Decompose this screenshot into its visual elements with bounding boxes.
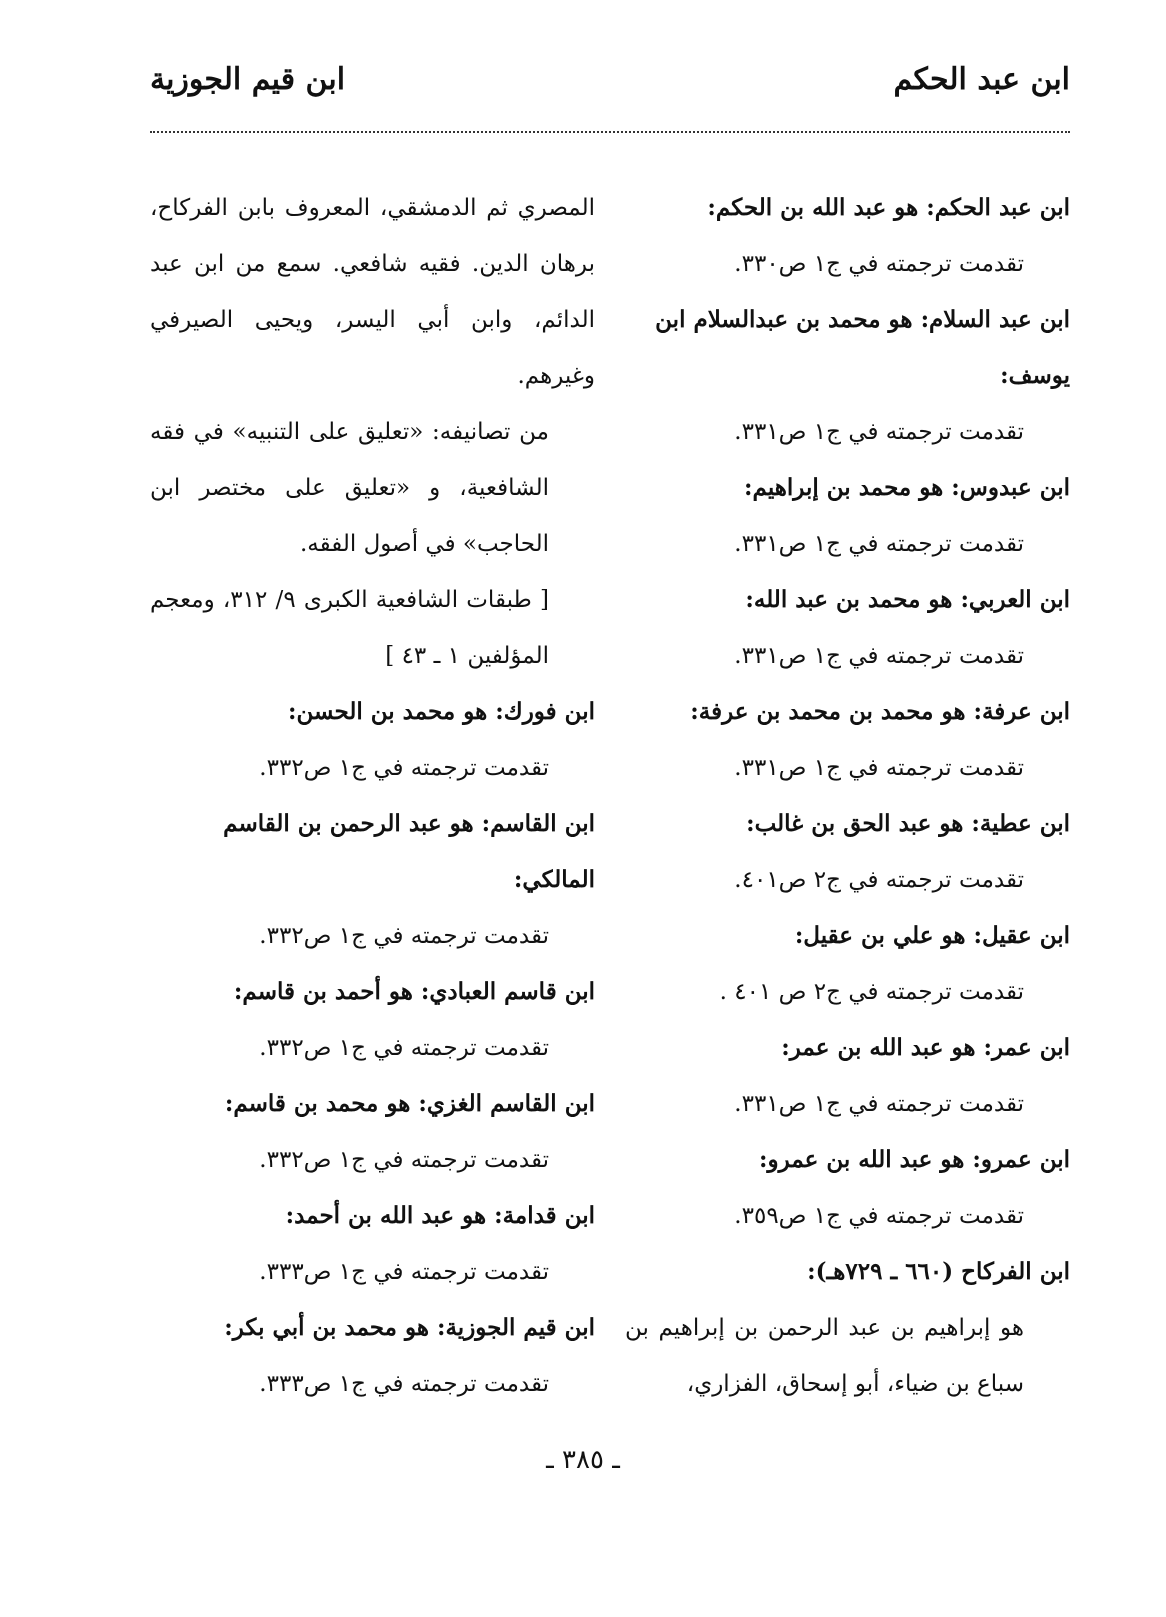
entry-ref: تقدمت ترجمته في ج١ ص٣٣١. <box>734 1091 1024 1117</box>
entry <box>150 796 595 964</box>
entry-text: هو إبراهيم بن عبد الرحمن بن إبراهيم بن سباع بن ضياء، أبو إسحاق، الفزاري، <box>625 1315 1024 1397</box>
entry <box>625 1020 1070 1132</box>
entry <box>625 684 1070 796</box>
entry-continuation: المصري ثم الدمشقي، المعروف بابن الفركاح، برهان الدين. فقيه شافعي. سمع من ابن عبد الدائم، وابن أبي اليسر، ويحيى الصيرفي وغيرهم. <box>150 195 595 389</box>
entry-ref: تقدمت ترجمته في ج١ ص٣٣٢. <box>259 1147 549 1173</box>
entry <box>625 908 1070 1020</box>
entry <box>150 1300 595 1412</box>
entry-ref: تقدمت ترجمته في ج١ ص٣٣١. <box>734 531 1024 557</box>
entry <box>625 460 1070 572</box>
entry <box>150 1076 595 1188</box>
right-column <box>625 180 1070 1412</box>
entry-head: ابن العربي: هو محمد بن عبد الله: <box>745 586 1070 613</box>
entry-ref: تقدمت ترجمته في ج١ ص٣٣١. <box>734 643 1024 669</box>
entry-head: ابن عقيل: هو علي بن عقيل: <box>794 922 1070 949</box>
entry-works: من تصانيفه: «تعليق على التنبيه» في فقه الشافعية، و «تعليق على مختصر ابن الحاجب» في أصول الفقه. <box>150 419 549 557</box>
entry-head: ابن القاسم: هو عبد الرحمن بن القاسم المالكي: <box>223 810 595 893</box>
entry-head: ابن قدامة: هو عبد الله بن أحمد: <box>285 1202 595 1229</box>
entry-head: ابن عرفة: هو محمد بن محمد بن عرفة: <box>690 698 1070 725</box>
entry-head: ابن عمرو: هو عبد الله بن عمرو: <box>759 1146 1070 1173</box>
entry-sources: [ طبقات الشافعية الكبرى ٩/ ٣١٢، ومعجم المؤلفين ١ ـ ٤٣ ] <box>150 587 549 669</box>
entry-ref: تقدمت ترجمته في ج٢ ص٤٠١. <box>734 867 1024 893</box>
entry-ref: تقدمت ترجمته في ج١ ص٣٣٣. <box>259 1371 549 1397</box>
entry-head: ابن عبد الحكم: هو عبد الله بن الحكم: <box>707 194 1070 221</box>
entry <box>150 964 595 1076</box>
entry-ref: تقدمت ترجمته في ج١ ص٣٥٩. <box>734 1203 1024 1229</box>
entry-ref: تقدمت ترجمته في ج٢ ص ٤٠١ . <box>719 979 1024 1005</box>
entry <box>625 1132 1070 1244</box>
running-head-left: ابن قيم الجوزية <box>150 62 346 97</box>
entry-ref: تقدمت ترجمته في ج١ ص٣٣٠. <box>734 251 1024 277</box>
entry-ref: تقدمت ترجمته في ج١ ص٣٣٢. <box>259 923 549 949</box>
entry-ibn-al-firkah <box>625 1244 1070 1412</box>
entry-head: ابن عبد السلام: هو محمد بن عبدالسلام ابن يوسف: <box>655 306 1070 389</box>
entry-ref: تقدمت ترجمته في ج١ ص٣٣٢. <box>259 755 549 781</box>
entry-ref: تقدمت ترجمته في ج١ ص٣٣١. <box>734 419 1024 445</box>
entry-head: ابن الفركاح (٦٦٠ ـ ٧٢٩هـ): <box>807 1258 1070 1285</box>
entry-head: ابن قيم الجوزية: هو محمد بن أبي بكر: <box>224 1314 595 1341</box>
left-column <box>150 180 595 1412</box>
entry-head: ابن قاسم العبادي: هو أحمد بن قاسم: <box>233 978 595 1005</box>
page-header <box>150 48 1070 108</box>
entry <box>150 1188 595 1300</box>
entry-head: ابن فورك: هو محمد بن الحسن: <box>288 698 595 725</box>
entry <box>625 796 1070 908</box>
entry-head: ابن القاسم الغزي: هو محمد بن قاسم: <box>224 1090 595 1117</box>
entry-head: ابن عمر: هو عبد الله بن عمر: <box>781 1034 1070 1061</box>
header-divider <box>150 131 1070 133</box>
entry <box>625 572 1070 684</box>
entry-ref: تقدمت ترجمته في ج١ ص٣٣٣. <box>259 1259 549 1285</box>
entry-ref: تقدمت ترجمته في ج١ ص٣٣١. <box>734 755 1024 781</box>
entry <box>625 180 1070 292</box>
entry <box>625 292 1070 460</box>
entry-ref: تقدمت ترجمته في ج١ ص٣٣٢. <box>259 1035 549 1061</box>
running-head-right: ابن عبد الحكم <box>893 62 1070 97</box>
page-number: ـ ٣٨٥ ـ <box>546 1445 620 1475</box>
entry-head: ابن عطية: هو عبد الحق بن غالب: <box>746 810 1070 837</box>
entry <box>150 684 595 796</box>
entry-head: ابن عبدوس: هو محمد بن إبراهيم: <box>744 474 1070 501</box>
